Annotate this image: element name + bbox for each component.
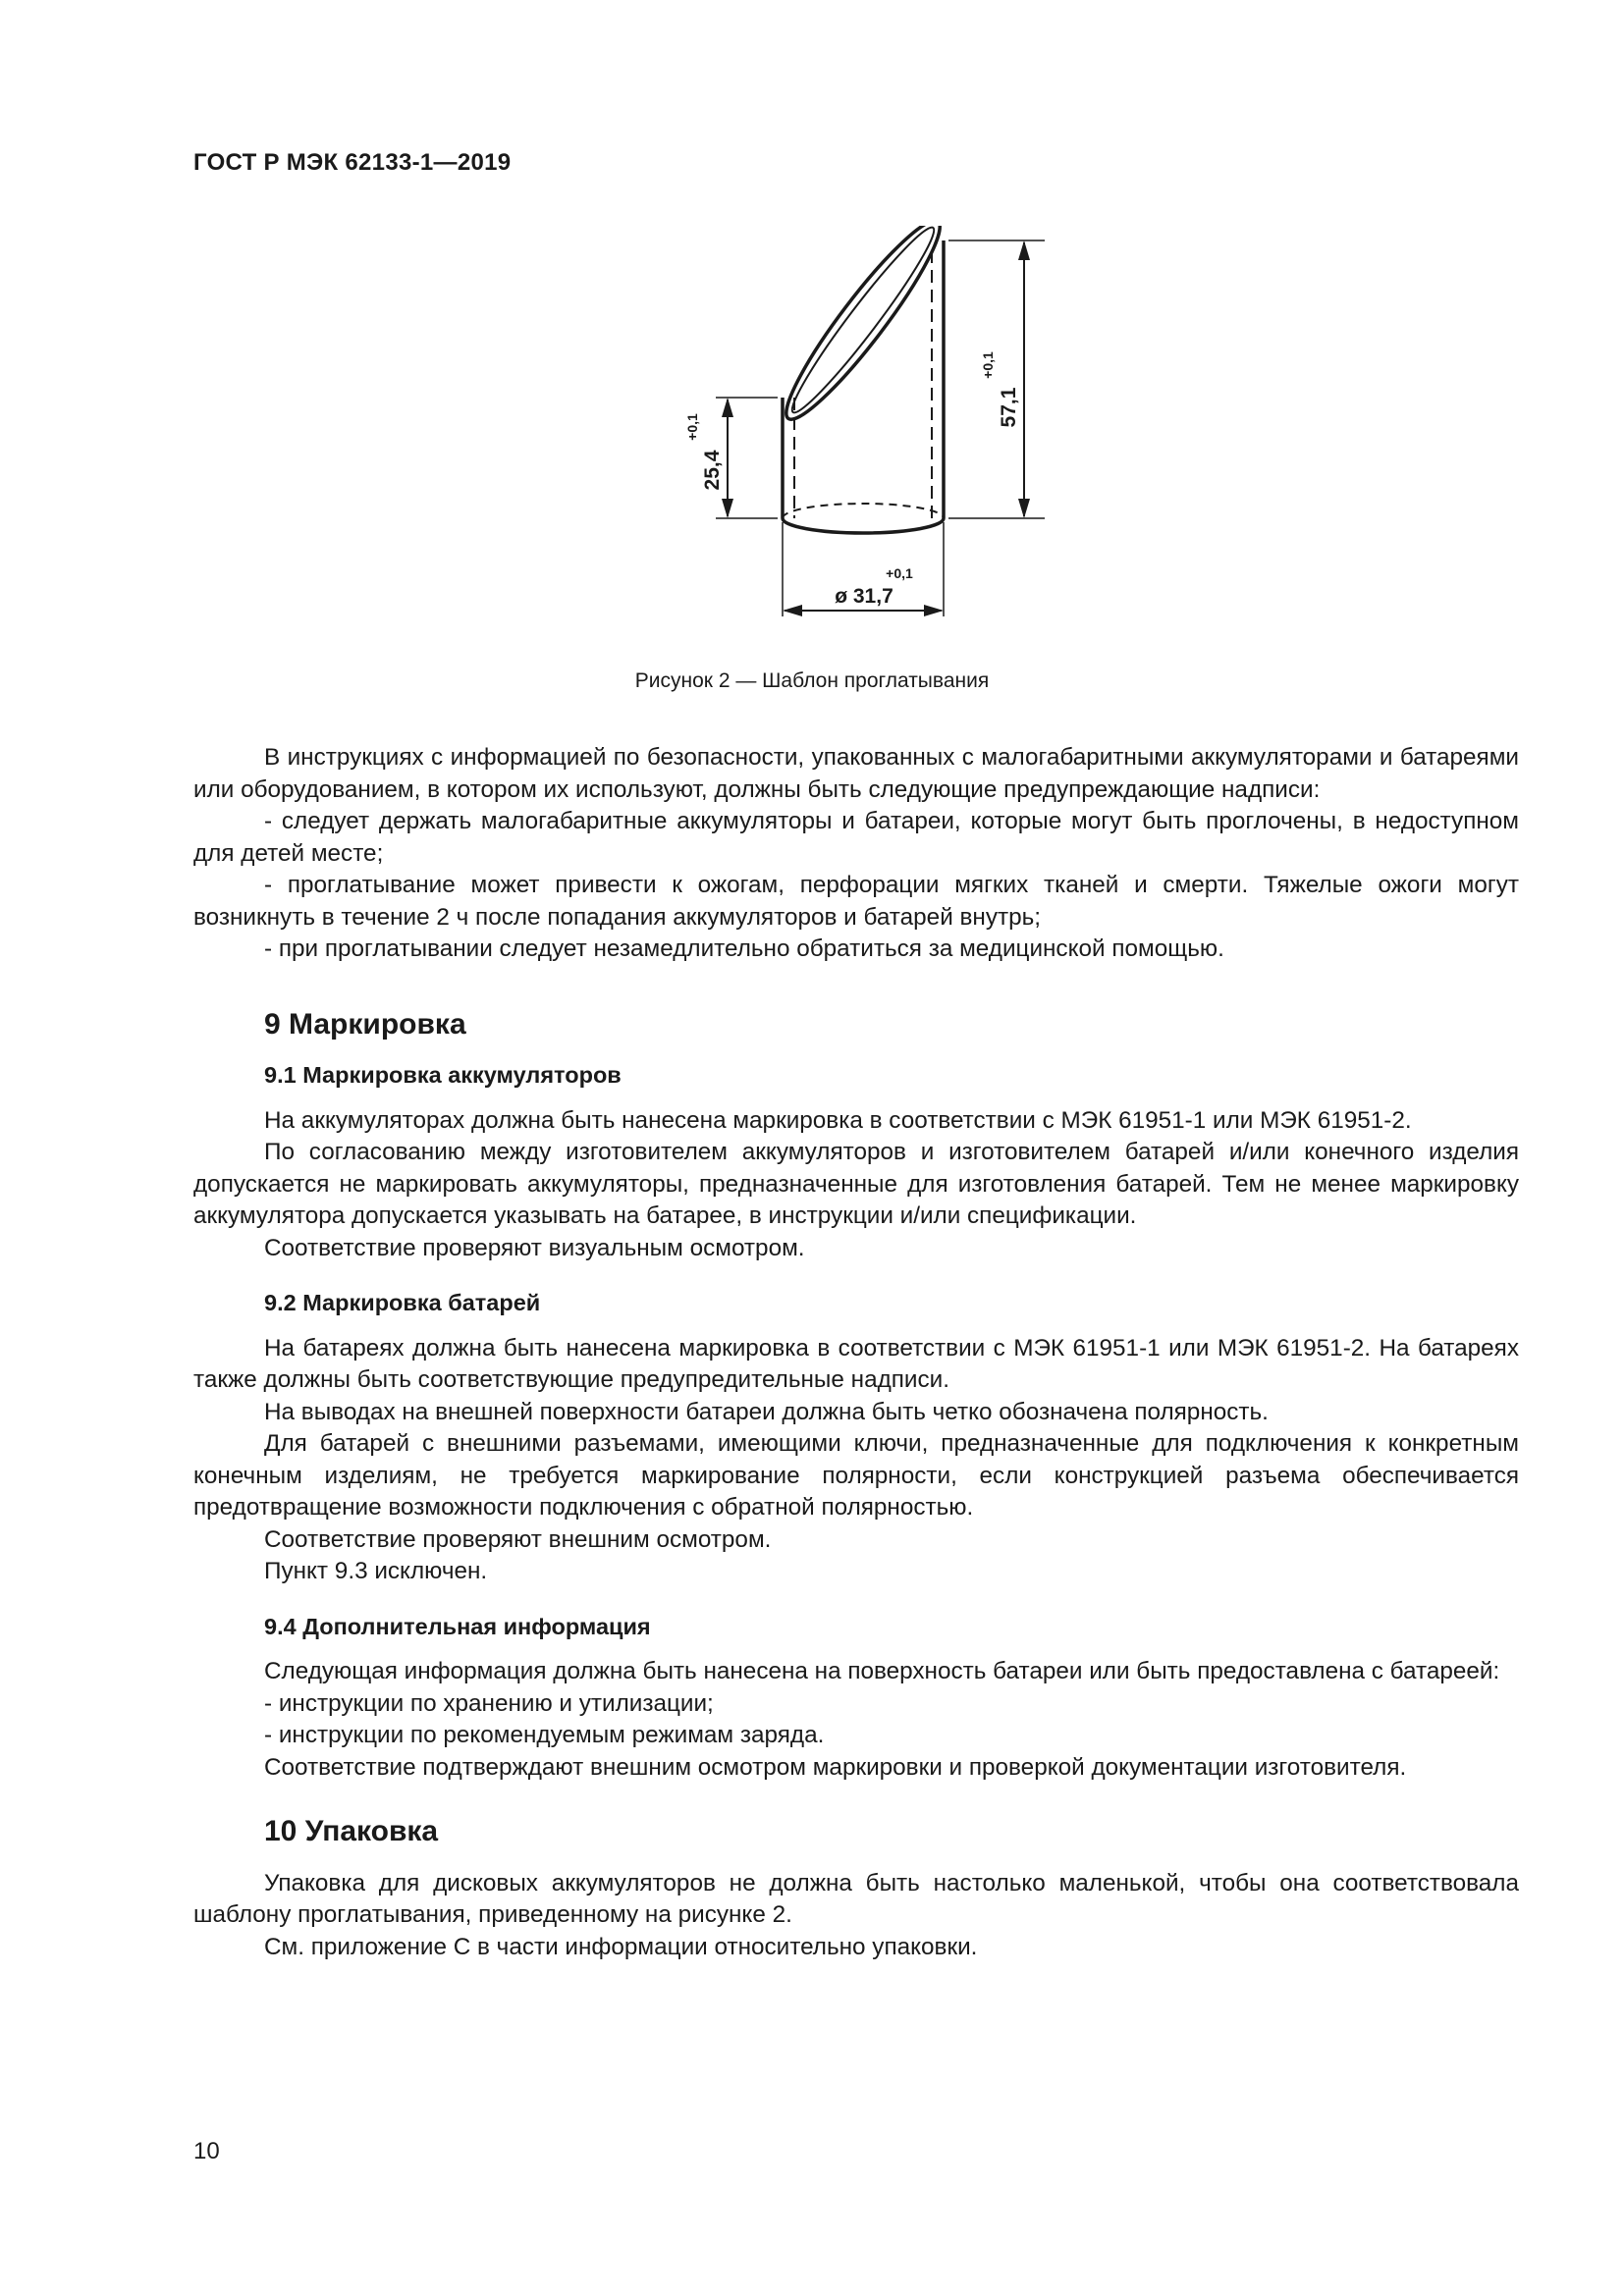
top-opening-outer <box>771 226 954 432</box>
paragraph: На батареях должна быть нанесена маркировка в соответствии с МЭК 61951-1 или МЭК 61951-2. На батареях также должны быть соответствующие предупредительные надписи. <box>193 1334 1519 1393</box>
dim-diameter-label: ø 31,7 <box>835 585 893 608</box>
subsection-heading-9-2: 9.2 Маркировка батарей <box>264 1290 541 1315</box>
list-item: - инструкции по хранению и утилизации; <box>264 1689 714 1717</box>
document-body <box>193 742 1519 1963</box>
section-heading-10: 10 Упаковка <box>264 1815 439 1847</box>
paragraph: Упаковка для дисковых аккумуляторов не должна быть настолько маленькой, чтобы она соответствовала шаблону проглатывания, приведенному на рисунке 2. <box>193 1869 1519 1928</box>
dim-diameter-tolerance: +0,1 <box>886 565 913 581</box>
paragraph: По согласованию между изготовителем аккумуляторов и изготовителем батарей и/или конечного изделия допускается не маркировать аккумуляторы, предназначенные для изготовления батарей. Тем не менее маркировку аккумулятора допускается указывать на батарее, в инструкции и/или спецификации. <box>193 1139 1519 1229</box>
dim-short-tolerance: +0,1 <box>684 413 700 441</box>
list-item: - проглатывание может привести к ожогам, перфорации мягких тканей и смерти. Тяжелые ожоги могут возникнуть в течение 2 ч после попадания аккумуляторов и батарей внутрь; <box>193 872 1519 931</box>
arrow-diam-left <box>783 605 802 616</box>
paragraph: В инструкциях с информацией по безопасности, упакованных с малогабаритными аккумуляторами и батареями или оборудованием, в котором их используют, должны быть следующие предупреждающие надписи: <box>193 744 1519 803</box>
arrow-diam-right <box>924 605 944 616</box>
dim-tall-label: 57,1 <box>998 387 1020 428</box>
dim-short-label: 25,4 <box>701 450 724 491</box>
top-opening-inner <box>783 226 945 420</box>
page-number: 10 <box>193 2138 220 2164</box>
bottom-ellipse-back <box>783 504 944 518</box>
subsection-heading-9-4: 9.4 Дополнительная информация <box>264 1613 651 1639</box>
document-header: ГОСТ Р МЭК 62133-1—2019 <box>193 149 512 176</box>
paragraph: На аккумуляторах должна быть нанесена маркировка в соответствии с МЭК 61951-1 или МЭК 61951-2. <box>264 1106 1412 1134</box>
arrow-tall-bottom <box>1018 499 1030 518</box>
arrow-short-bottom <box>722 499 733 518</box>
paragraph: См. приложение С в части информации относительно упаковки. <box>264 1933 978 1960</box>
paragraph: На выводах на внешней поверхности батареи должна быть четко обозначена полярность. <box>264 1398 1269 1425</box>
dim-tall-tolerance: +0,1 <box>980 351 996 379</box>
figure-caption: Рисунок 2 — Шаблон проглатывания <box>634 669 990 692</box>
section-heading-9: 9 Маркировка <box>264 1007 466 1041</box>
paragraph: Соответствие подтверждают внешним осмотром маркировки и проверкой документации изготовителя. <box>264 1753 1407 1781</box>
list-item: - инструкции по рекомендуемым режимам заряда. <box>264 1722 825 1748</box>
paragraph: Следующая информация должна быть нанесена на поверхность батареи или быть предоставлена с батареей: <box>264 1658 1500 1684</box>
arrow-short-top <box>722 398 733 417</box>
paragraph: Для батарей с внешними разъемами, имеющими ключи, предназначенные для подключения к конкретным конечным изделиям, не требуется маркирование полярности, если конструкцией разъема обеспечивается предотвращение возможности подключения с обратной полярностью. <box>193 1430 1519 1521</box>
arrow-tall-top <box>1018 240 1030 260</box>
paragraph: Соответствие проверяют внешним осмотром. <box>264 1525 772 1553</box>
subsection-heading-9-1: 9.1 Маркировка аккумуляторов <box>264 1062 622 1088</box>
paragraph: Соответствие проверяют визуальным осмотром. <box>264 1234 805 1261</box>
list-item: - следует держать малогабаритные аккумуляторы и батареи, которые могут быть проглочены, в недоступном для детей месте; <box>193 808 1519 867</box>
bottom-ellipse-front <box>783 518 944 533</box>
list-item: - при проглатывании следует незамедлительно обратиться за медицинской помощью. <box>264 935 1224 962</box>
swallow-template-figure <box>628 226 1080 658</box>
paragraph: Пункт 9.3 исключен. <box>264 1558 488 1584</box>
